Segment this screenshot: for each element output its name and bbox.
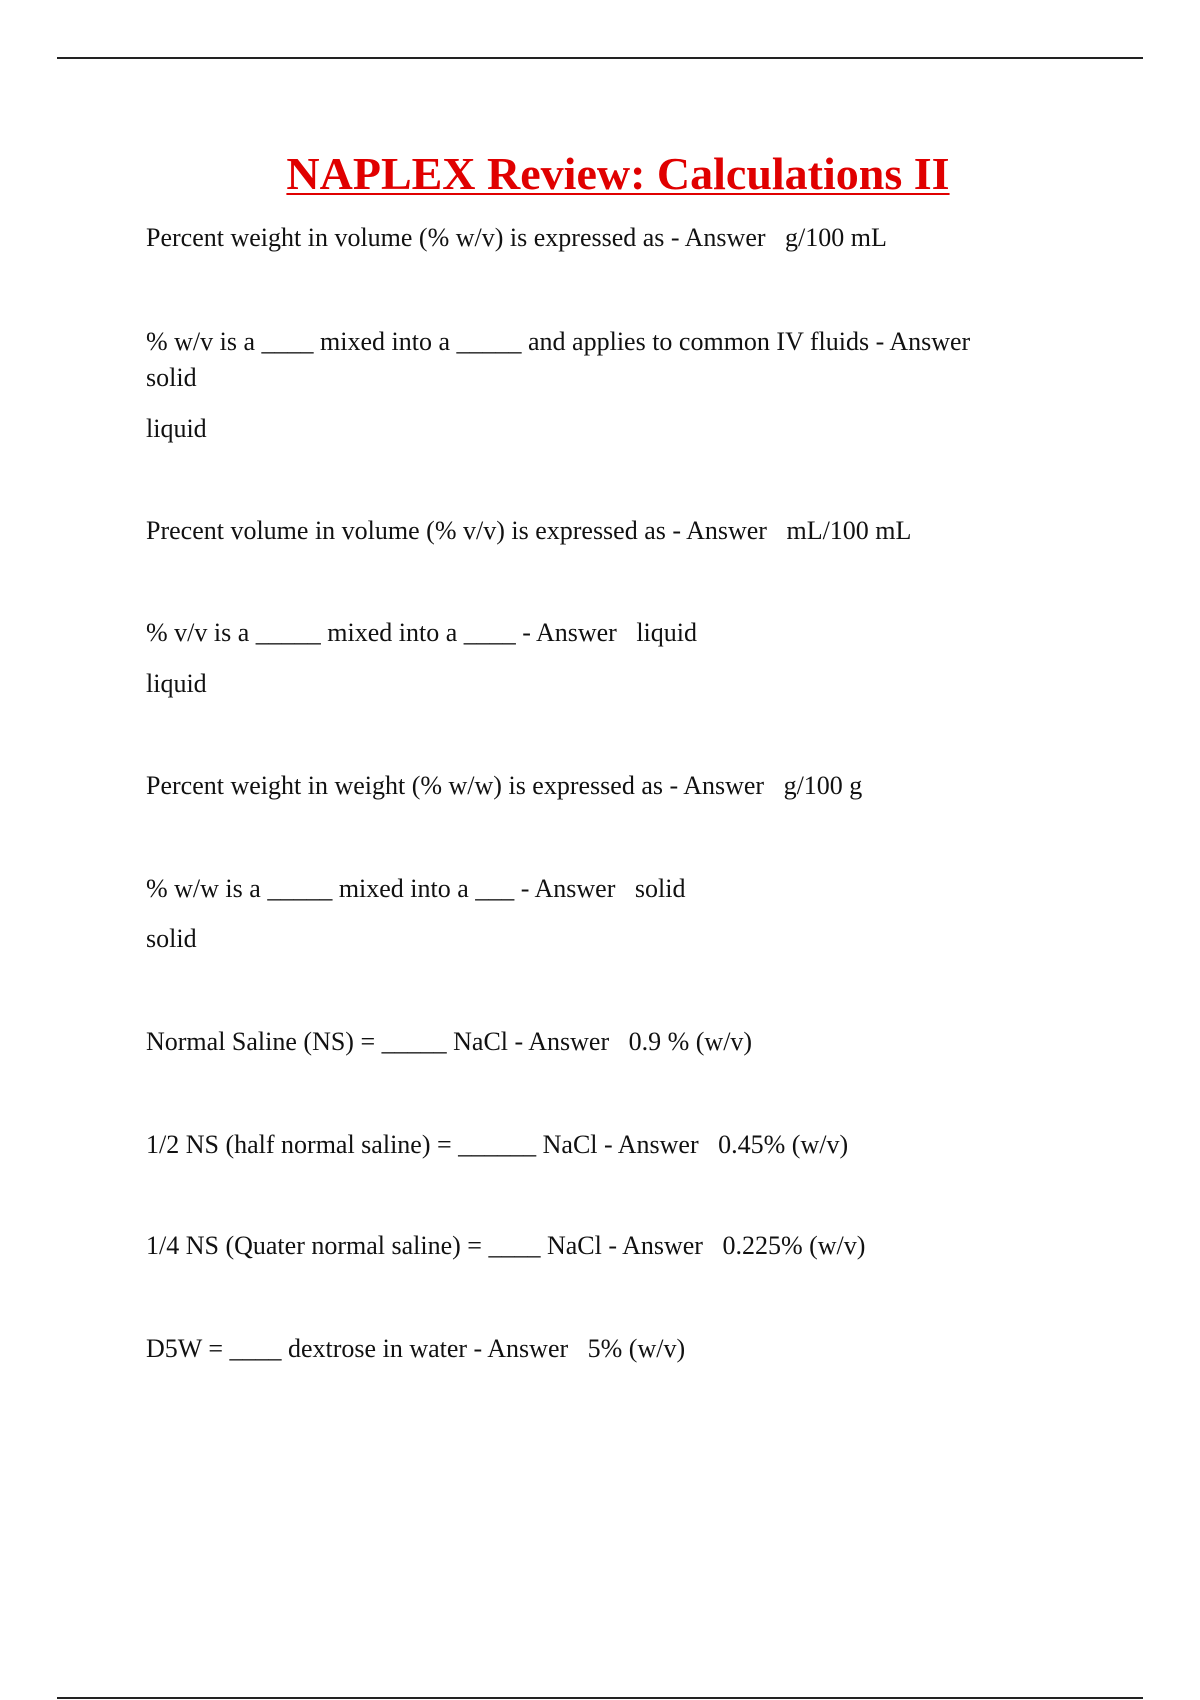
question-wv-mixture: % w/v is a ____ mixed into a _____ and applies to common IV fluids - Answer: [146, 327, 971, 356]
question-half-normal-saline: 1/2 NS (half normal saline) = ______ NaCl - Answer 0.45% (w/v): [146, 1130, 849, 1159]
header-rule: [57, 57, 1143, 59]
answer-vv-liquid: liquid: [146, 669, 207, 698]
question-normal-saline: Normal Saline (NS) = _____ NaCl - Answer 0.9 % (w/v): [146, 1027, 753, 1056]
question-ww-expression: Percent weight in weight (% w/w) is expressed as - Answer g/100 g: [146, 771, 863, 800]
question-ww-mixture: % w/w is a _____ mixed into a ___ - Answer solid: [146, 874, 686, 903]
answer-wv-solid: solid: [146, 363, 197, 392]
answer-wv-liquid: liquid: [146, 414, 207, 443]
question-quarter-normal-saline: 1/4 NS (Quater normal saline) = ____ NaCl - Answer 0.225% (w/v): [146, 1231, 866, 1260]
page-title: NAPLEX Review: Calculations II: [286, 148, 950, 199]
answer-ww-solid: solid: [146, 924, 197, 953]
question-vv-expression: Precent volume in volume (% v/v) is expressed as - Answer mL/100 mL: [146, 516, 912, 545]
question-d5w: D5W = ____ dextrose in water - Answer 5% (w/v): [146, 1334, 686, 1363]
question-wv-expression: Percent weight in volume (% w/v) is expressed as - Answer g/100 mL: [146, 223, 887, 252]
footer-rule: [57, 1697, 1143, 1699]
question-vv-mixture: % v/v is a _____ mixed into a ____ - Answer liquid: [146, 618, 698, 647]
